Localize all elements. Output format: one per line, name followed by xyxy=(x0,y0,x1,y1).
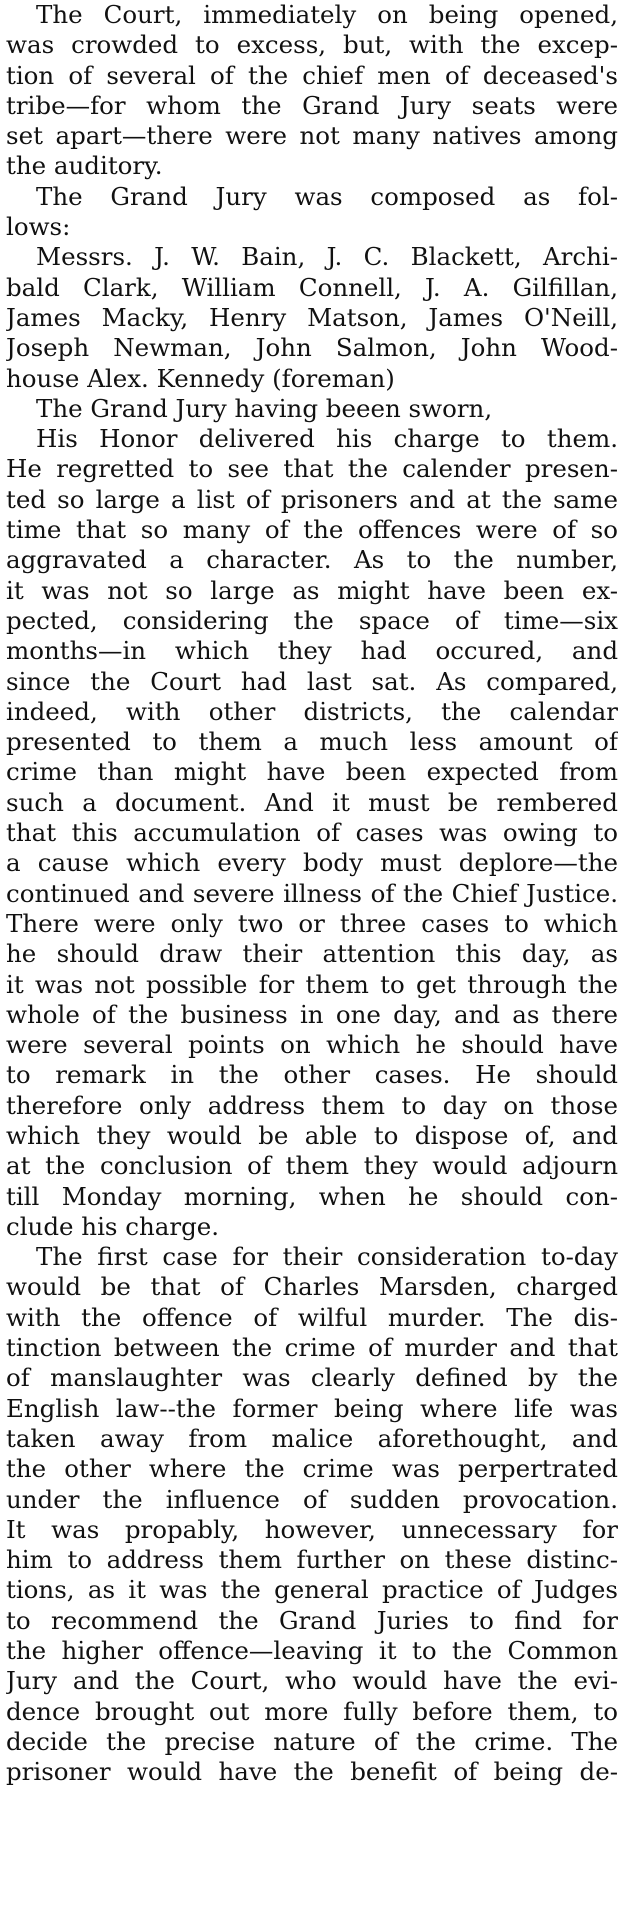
article-line: tribe—for whom the Grand Jury seats were xyxy=(6,90,618,120)
article-line: tion of several of the chief men of deceased's xyxy=(6,60,618,90)
article-line: ted so large a list of prisoners and at the same xyxy=(6,484,618,514)
article-line: The first case for their consideration to-day xyxy=(36,1242,618,1272)
article-line: under the influence of sudden provocation. xyxy=(6,1484,618,1514)
article-line: since the Court had last sat. As compared, xyxy=(6,666,618,696)
article-line: bald Clark, William Connell, J. A. Gilfillan, xyxy=(6,272,618,302)
article-line: aggravated a character. As to the number, xyxy=(6,545,618,575)
article-line: time that so many of the offences were of so xyxy=(6,515,618,545)
article-line: There were only two or three cases to which xyxy=(6,908,618,938)
article-line: were several points on which he should have xyxy=(6,1030,618,1060)
article-line: it was not so large as might have been ex- xyxy=(6,575,618,605)
article-line: the auditory. xyxy=(6,151,163,181)
article-line: till Monday morning, when he should con- xyxy=(6,1181,618,1211)
article-line: pected, considering the space of time—six xyxy=(6,605,618,635)
article-line: that this accumulation of cases was owing to xyxy=(6,818,618,848)
article-line: dence brought out more fully before them, to xyxy=(6,1696,618,1726)
article-line: months—in which they had occured, and xyxy=(6,636,618,666)
article-line: at the conclusion of them they would adjourn xyxy=(6,1151,618,1181)
article-line: English law--the former being where life was xyxy=(6,1393,618,1423)
article-line: would be that of Charles Marsden, charged xyxy=(6,1272,618,1302)
article-line: It was propably, however, unnecessary for xyxy=(6,1514,618,1544)
article-line: to remark in the other cases. He should xyxy=(6,1060,618,1090)
article-line: the other where the crime was perpertrated xyxy=(6,1454,618,1484)
article-line: He regretted to see that the calender presen- xyxy=(6,454,618,484)
article-line: set apart—there were not many natives among xyxy=(6,121,618,151)
article-line: the higher offence—leaving it to the Common xyxy=(6,1636,618,1666)
article-line: lows: xyxy=(6,212,71,242)
article-line: it was not possible for them to get through the xyxy=(6,969,618,999)
article-line: Jury and the Court, who would have the evi- xyxy=(6,1666,618,1696)
article-line: to recommend the Grand Juries to find for xyxy=(6,1605,618,1635)
article-line: prisoner would have the benefit of being de- xyxy=(6,1757,618,1787)
article-line: The Grand Jury having beeen sworn, xyxy=(36,393,493,423)
article-line: clude his charge. xyxy=(6,1211,220,1241)
article-line: therefore only address them to day on those xyxy=(6,1090,618,1120)
article-line: whole of the business in one day, and as there xyxy=(6,999,618,1029)
article-line: His Honor delivered his charge to them. xyxy=(36,424,618,454)
article-line: Messrs. J. W. Bain, J. C. Blackett, Archi- xyxy=(36,242,618,272)
article-line: a cause which every body must deplore—the xyxy=(6,848,618,878)
article-line: Joseph Newman, John Salmon, John Wood- xyxy=(6,333,618,363)
article-line: which they would be able to dispose of, and xyxy=(6,1120,618,1150)
article-line: him to address them further on these distinc- xyxy=(6,1545,618,1575)
article-column xyxy=(6,0,618,1788)
article-line: crime than might have been expected from xyxy=(6,757,618,787)
article-line: presented to them a much less amount of xyxy=(6,727,618,757)
article-line: The Court, immediately on being opened, xyxy=(36,0,618,29)
article-line: house Alex. Kennedy (foreman) xyxy=(6,363,395,393)
article-line: tinction between the crime of murder and that xyxy=(6,1333,618,1363)
article-line: taken away from malice aforethought, and xyxy=(6,1423,618,1453)
article-line: he should draw their attention this day, as xyxy=(6,939,618,969)
article-line: with the offence of wilful murder. The dis- xyxy=(6,1302,618,1332)
article-line: James Macky, Henry Matson, James O'Neill, xyxy=(6,302,618,332)
article-line: such a document. And it must be rembered xyxy=(6,787,618,817)
article-line: decide the precise nature of the crime. The xyxy=(6,1726,618,1756)
article-line: was crowded to excess, but, with the excep- xyxy=(6,30,618,60)
article-line: The Grand Jury was composed as fol- xyxy=(36,181,618,211)
article-line: of manslaughter was clearly defined by the xyxy=(6,1363,618,1393)
article-line: tions, as it was the general practice of Judges xyxy=(6,1575,618,1605)
article-line: continued and severe illness of the Chief Justice. xyxy=(6,878,618,908)
article-line: indeed, with other districts, the calendar xyxy=(6,696,618,726)
